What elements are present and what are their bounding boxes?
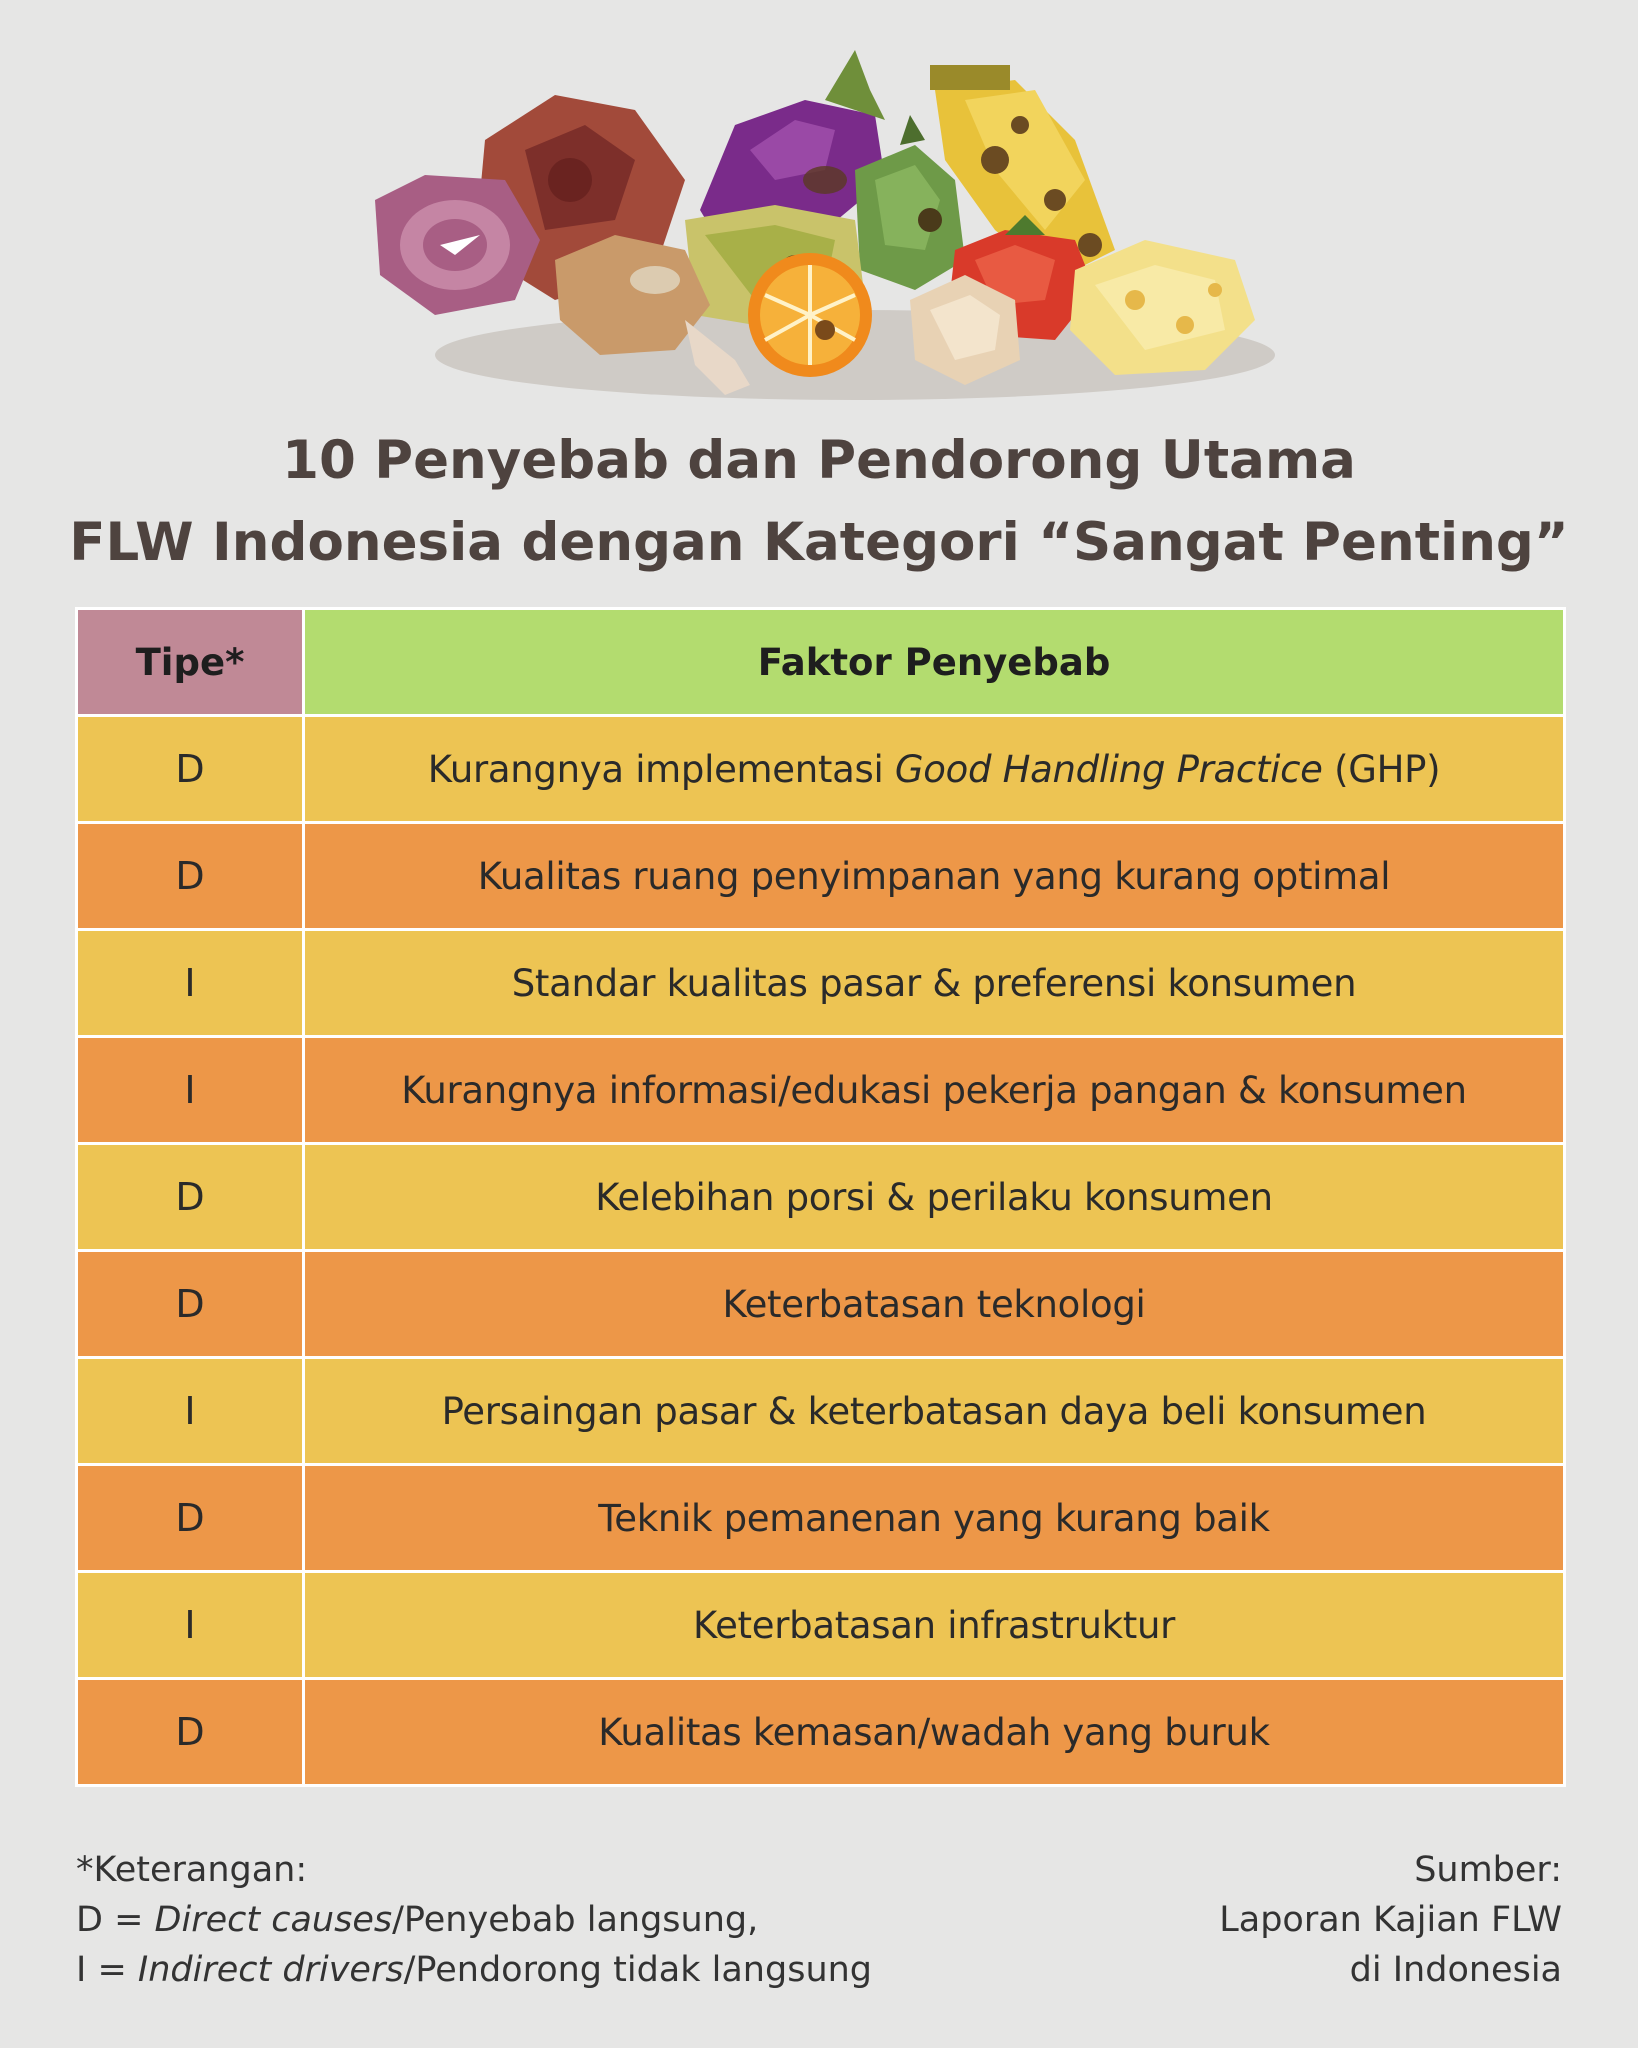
table-row <box>77 1679 1565 1786</box>
row-factor-italic: Good Handling Practice <box>894 747 1323 791</box>
row-factor: Teknik pemanenan yang kurang baik <box>304 1465 1565 1572</box>
legend-direct-rest: /Penyebab langsung, <box>392 1900 759 1940</box>
row-factor: Kurangnya informasi/edukasi pekerja pangan & konsumen <box>304 1037 1565 1144</box>
row-type: D <box>77 1251 304 1358</box>
header-type: Tipe* <box>77 609 304 716</box>
row-factor: Persaingan pasar & keterbatasan daya beli konsumen <box>304 1358 1565 1465</box>
row-factor: Kualitas ruang penyimpanan yang kurang optimal <box>304 823 1565 930</box>
table-row <box>77 930 1565 1037</box>
source-note <box>1219 1845 1562 1995</box>
legend-direct <box>76 1895 872 1945</box>
legend-heading: *Keterangan: <box>76 1850 308 1890</box>
legend-indirect-prefix: I = <box>76 1950 138 1990</box>
row-factor: Kualitas kemasan/wadah yang buruk <box>304 1679 1565 1786</box>
row-type: I <box>77 1037 304 1144</box>
source-line-1: Sumber: <box>1414 1850 1562 1890</box>
row-factor-pre: Kurangnya implementasi <box>427 747 895 791</box>
row-type: I <box>77 1358 304 1465</box>
food-waste-illustration <box>355 30 1285 415</box>
row-type: D <box>77 716 304 823</box>
row-type: D <box>77 823 304 930</box>
row-factor-post: (GHP) <box>1322 747 1441 791</box>
legend-direct-prefix: D = <box>76 1900 155 1940</box>
row-type: I <box>77 1572 304 1679</box>
legend-indirect-rest: /Pendorong tidak langsung <box>403 1950 873 1990</box>
causes-table <box>75 607 1566 1787</box>
title-line-1: 10 Penyebab dan Pendorong Utama <box>282 430 1356 491</box>
legend-direct-italic: Direct causes <box>154 1900 393 1940</box>
table-row <box>77 1037 1565 1144</box>
orange-icon <box>748 253 872 377</box>
table-header-row <box>77 609 1565 716</box>
row-type: D <box>77 1144 304 1251</box>
legend <box>76 1845 872 1995</box>
table-row <box>77 1465 1565 1572</box>
row-type: D <box>77 1465 304 1572</box>
source-line-2: Laporan Kajian FLW <box>1219 1900 1562 1940</box>
page-title <box>0 420 1638 584</box>
legend-indirect <box>76 1945 872 1995</box>
row-factor: Standar kualitas pasar & preferensi konsumen <box>304 930 1565 1037</box>
header-factor: Faktor Penyebab <box>304 609 1565 716</box>
legend-indirect-italic: Indirect drivers <box>137 1950 404 1990</box>
table-row <box>77 1358 1565 1465</box>
table-row <box>77 716 1565 823</box>
row-factor: Kelebihan porsi & perilaku konsumen <box>304 1144 1565 1251</box>
row-type: I <box>77 930 304 1037</box>
row-factor <box>304 716 1565 823</box>
row-factor: Keterbatasan teknologi <box>304 1251 1565 1358</box>
table-row <box>77 823 1565 930</box>
source-line-3: di Indonesia <box>1349 1950 1562 1990</box>
table-row <box>77 1144 1565 1251</box>
title-line-2: FLW Indonesia dengan Kategori “Sangat Penting” <box>69 512 1569 573</box>
row-factor: Keterbatasan infrastruktur <box>304 1572 1565 1679</box>
table-row <box>77 1572 1565 1679</box>
table-row <box>77 1251 1565 1358</box>
row-type: D <box>77 1679 304 1786</box>
